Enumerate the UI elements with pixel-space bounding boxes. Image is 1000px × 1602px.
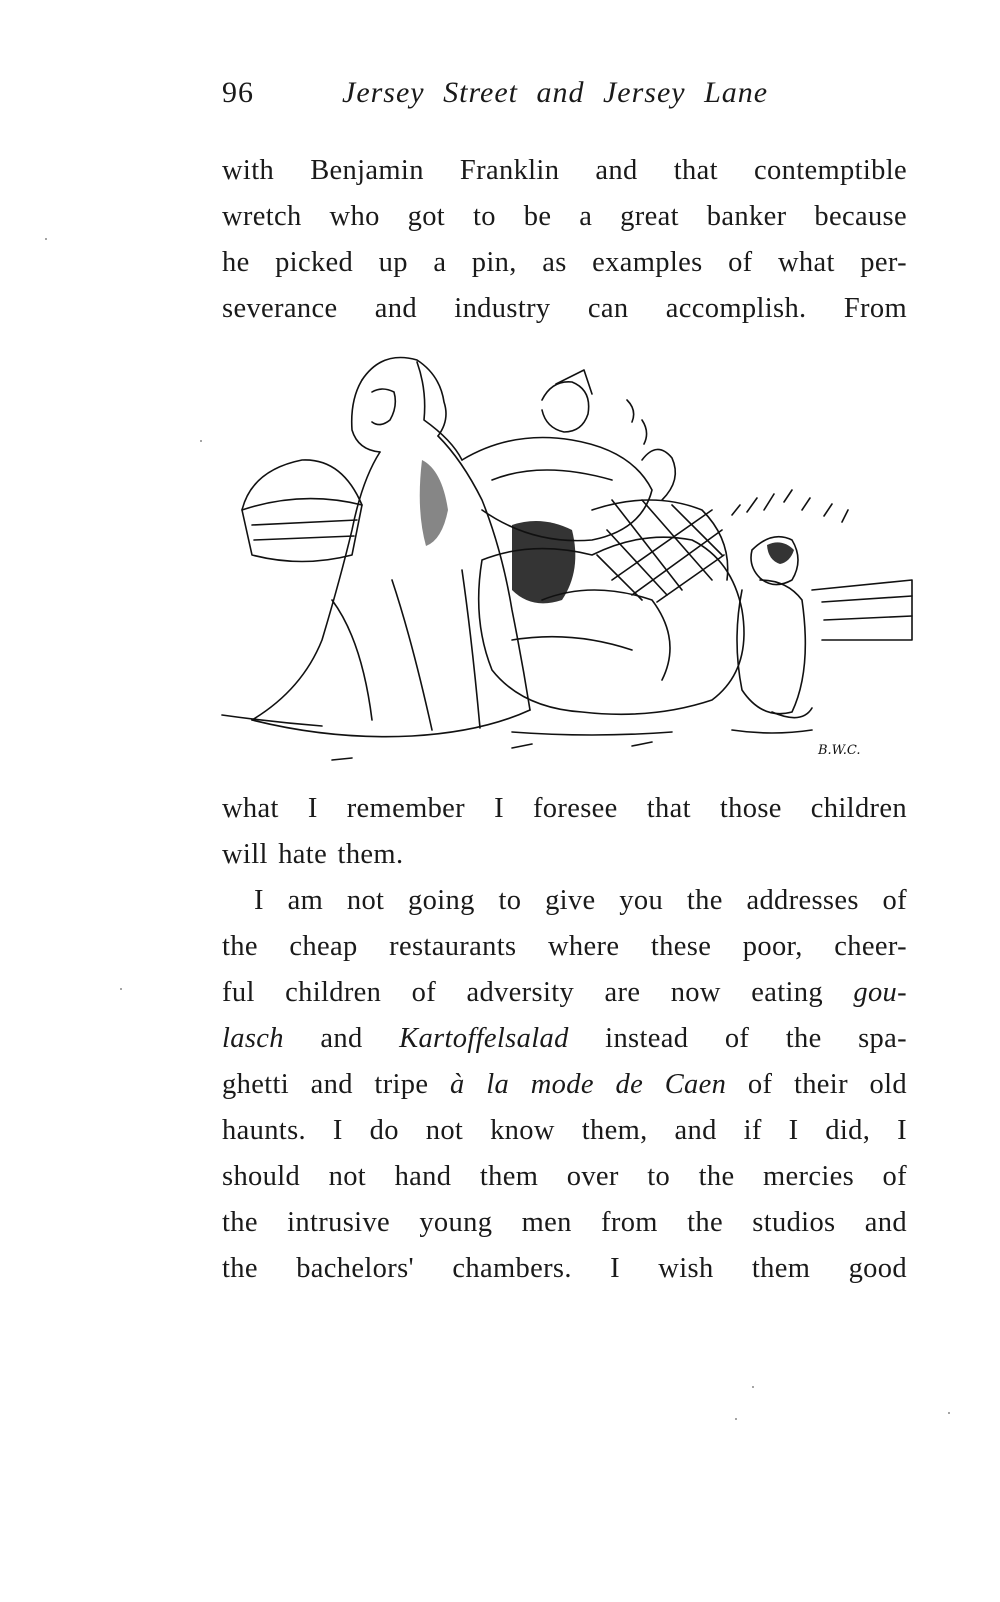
paragraph-top xyxy=(222,148,907,332)
running-title: Jersey Street and Jersey Lane xyxy=(342,76,769,109)
text-line: haunts. I do not know them, and if I did, I xyxy=(222,1115,907,1146)
paper-speck xyxy=(948,1412,950,1414)
illustration-drawing xyxy=(212,340,922,780)
text-run: and xyxy=(283,1023,400,1054)
text-line: severance and industry can accomplish. From xyxy=(222,293,907,324)
text-line: the intrusive young men from the studios and xyxy=(222,1207,907,1238)
text-line: wretch who got to be a great banker because xyxy=(222,201,907,232)
text-line: with Benjamin Franklin and that contemptible xyxy=(222,155,907,186)
text-line: should not hand them over to the mercies of xyxy=(222,1161,907,1192)
text-run: ghetti and tripe xyxy=(222,1069,451,1100)
running-head xyxy=(222,76,787,120)
text-line: he picked up a pin, as examples of what per- xyxy=(222,247,907,278)
text-run: ful children of adversity are now eating xyxy=(222,977,854,1008)
text-line: the bachelors' chambers. I wish them good xyxy=(222,1253,907,1284)
italic-word: lasch xyxy=(222,1023,284,1054)
illustration-women-and-children-with-bundles xyxy=(212,340,922,780)
paper-speck xyxy=(752,1386,754,1388)
italic-phrase: à la mode de Caen xyxy=(450,1069,727,1100)
paper-speck xyxy=(45,238,47,240)
text-line xyxy=(222,1016,907,1062)
text-line: will hate them. xyxy=(222,839,404,870)
text-run: instead of the spa- xyxy=(568,1023,907,1054)
artist-signature: B.W.C. xyxy=(818,743,861,758)
text-line: I am not going to give you the addresses of xyxy=(254,885,907,916)
text-run: of their old xyxy=(726,1069,907,1100)
paragraph-after-illustration xyxy=(222,786,907,878)
text-line xyxy=(222,970,907,1016)
text-line: what I remember I foresee that those children xyxy=(222,793,907,824)
paper-speck xyxy=(735,1418,737,1420)
paper-speck xyxy=(120,988,122,990)
italic-word: gou- xyxy=(853,977,907,1008)
text-line: the cheap restaurants where these poor, cheer- xyxy=(222,931,907,962)
page-number: 96 xyxy=(222,76,254,109)
italic-word: Kartoffelsalad xyxy=(399,1023,569,1054)
paragraph-restaurants xyxy=(222,878,907,1292)
paper-speck xyxy=(200,440,202,442)
text-line xyxy=(222,1062,907,1108)
